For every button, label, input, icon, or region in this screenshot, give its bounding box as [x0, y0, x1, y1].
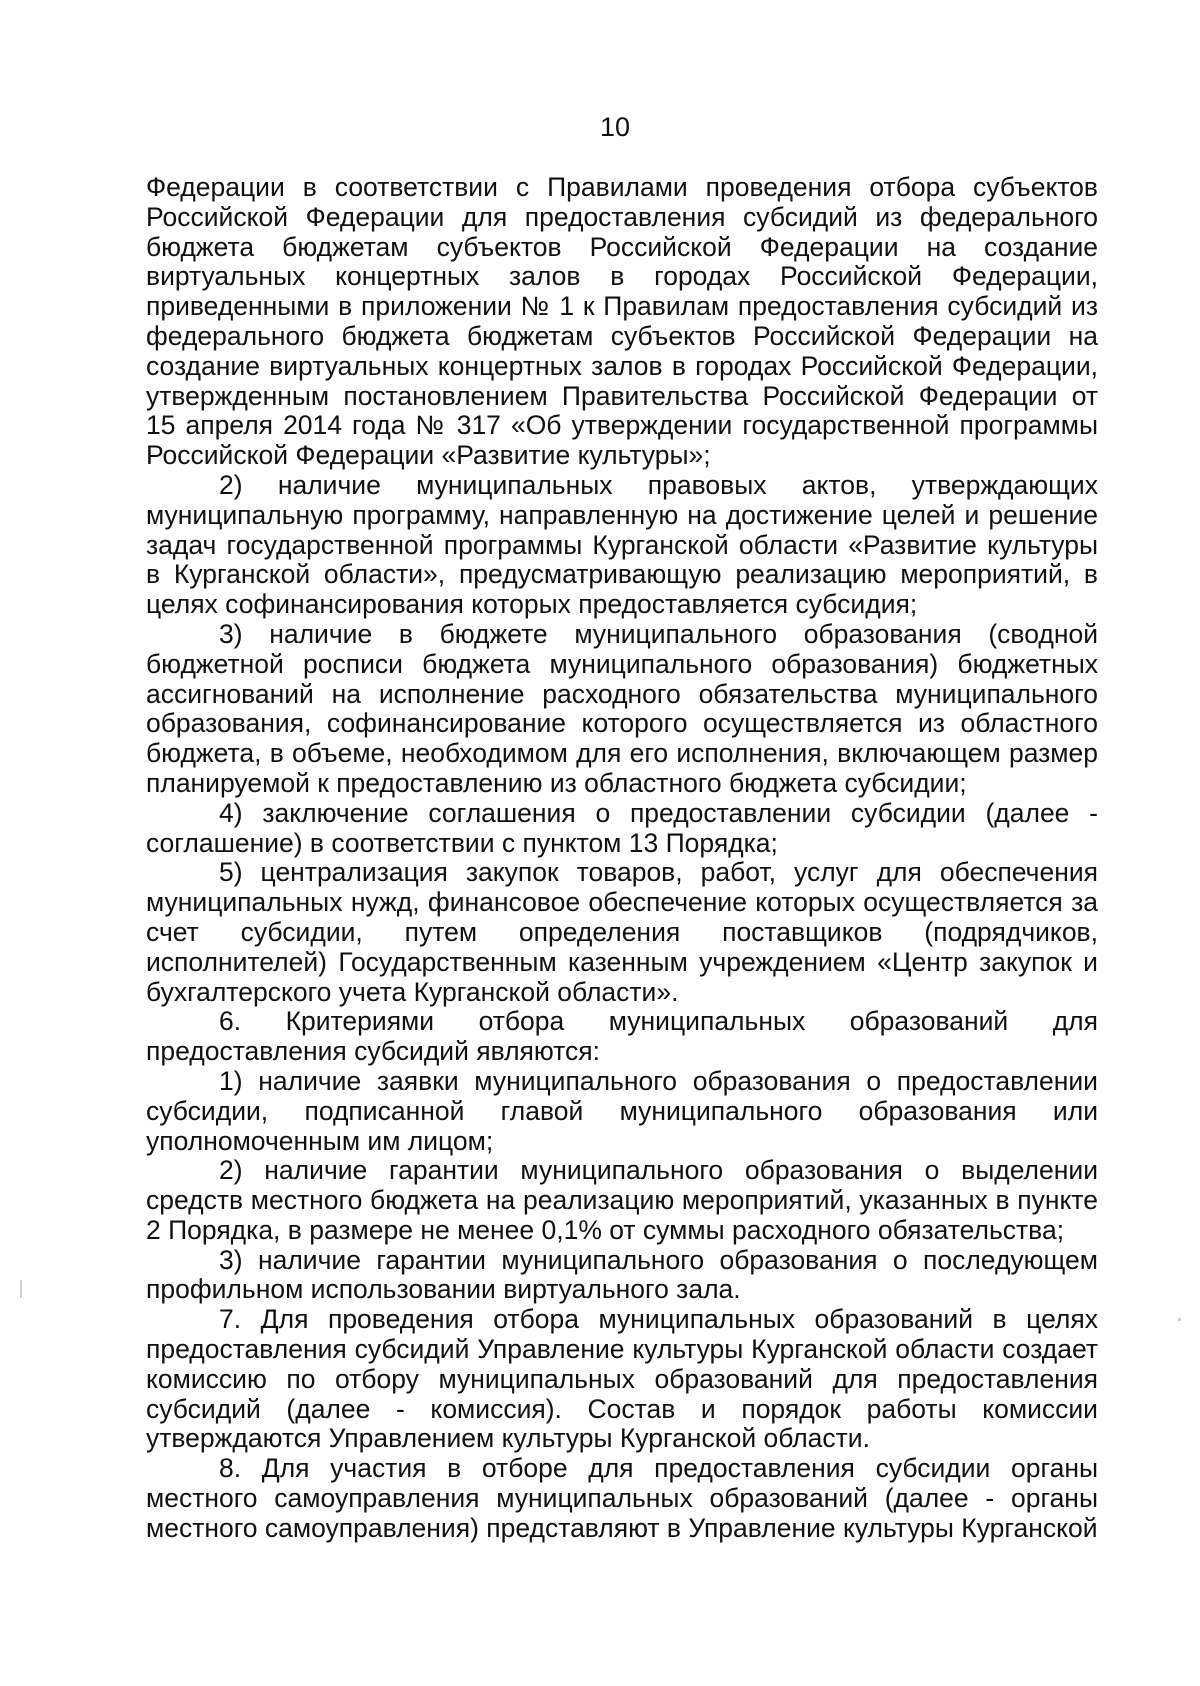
scan-margin-mark	[20, 1280, 22, 1298]
paragraph-criterion-2: 2) наличие гарантии муниципального образования о выделении средств местного бюджета на реализацию мероприятий, указанных в пункте 2 Порядка, в размере не менее 0,1% от суммы расходного обязательства;	[146, 1155, 1098, 1245]
paragraph-item-5-procurement: 5) централизация закупок товаров, работ, услуг для обеспечения муниципальных нужд, финансовое обеспечение которых осуществляется за счет субсидии, путем определения поставщиков (подрядчиков, исполнителей) Государственным казенным учреждением «Центр закупок и бухгалтерского учета Курганской области».	[146, 857, 1098, 1007]
scan-margin-mark	[1178, 1318, 1181, 1321]
paragraph-section-7-commission: 7. Для проведения отбора муниципальных образований в целях предоставления субсидий Управление культуры Курганской области создает комиссию по отбору муниципальных образований для предоставления субсидий (далее - комиссия). Состав и порядок работы комиссии утверждаются Управлением культуры Курганской области.	[146, 1304, 1098, 1454]
paragraph-item-4-agreement: 4) заключение соглашения о предоставлении субсидии (далее - соглашение) в соответствии с пунктом 13 Порядка;	[146, 797, 1098, 858]
paragraph-item-2-municipal-acts: 2) наличие муниципальных правовых актов, утверждающих муниципальную программу, направленную на достижение целей и решение задач государственной программы Курганской области «Развитие культуры в Курганской области», предусматривающую реализацию мероприятий, в целях софинансирования которых предоставляется субсидия;	[146, 469, 1098, 620]
paragraph-criterion-1: 1) наличие заявки муниципального образования о предоставлении субсидии, подписанной главой муниципального образования или уполномоченным им лицом;	[146, 1065, 1098, 1156]
paragraph-criterion-3: 3) наличие гарантии муниципального образования о последующем профильном использовании виртуального зала.	[146, 1244, 1098, 1305]
paragraph-section-8-participation: 8. Для участия в отборе для предоставления субсидии органы местного самоуправления муниципальных образований (далее - органы местного самоуправления) представляют в Управление культуры Курганской	[146, 1453, 1098, 1543]
paragraph-section-6-criteria: 6. Критериями отбора муниципальных образований для предоставления субсидий являются:	[146, 1006, 1098, 1067]
paragraph-item-3-budget-allocations: 3) наличие в бюджете муниципального образования (сводной бюджетной росписи бюджета муниципального образования) бюджетных ассигнований на исполнение расходного обязательства муниципального образования, софинансирование которого осуществляется из областного бюджета, в объеме, необходимом для его исполнения, включающем размер планируемой к предоставлению из областного бюджета субсидии;	[146, 618, 1098, 798]
document-body	[146, 173, 1098, 1544]
paragraph-continuation: Федерации в соответствии с Правилами проведения отбора субъектов Российской Федерации для предоставления субсидий из федерального бюджета бюджетам субъектов Российской Федерации на создание виртуальных концертных залов в городах Российской Федерации, приведенными в приложении № 1 к Правилам предоставления субсидий из федерального бюджета бюджетам субъектов Российской Федерации на создание виртуальных концертных залов в городах Российской Федерации, утвержденным постановлением Правительства Российской Федерации от 15 апреля 2014 года № 317 «Об утверждении государственной программы Российской Федерации «Развитие культуры»;	[146, 172, 1098, 471]
page-number: 10	[599, 112, 631, 142]
